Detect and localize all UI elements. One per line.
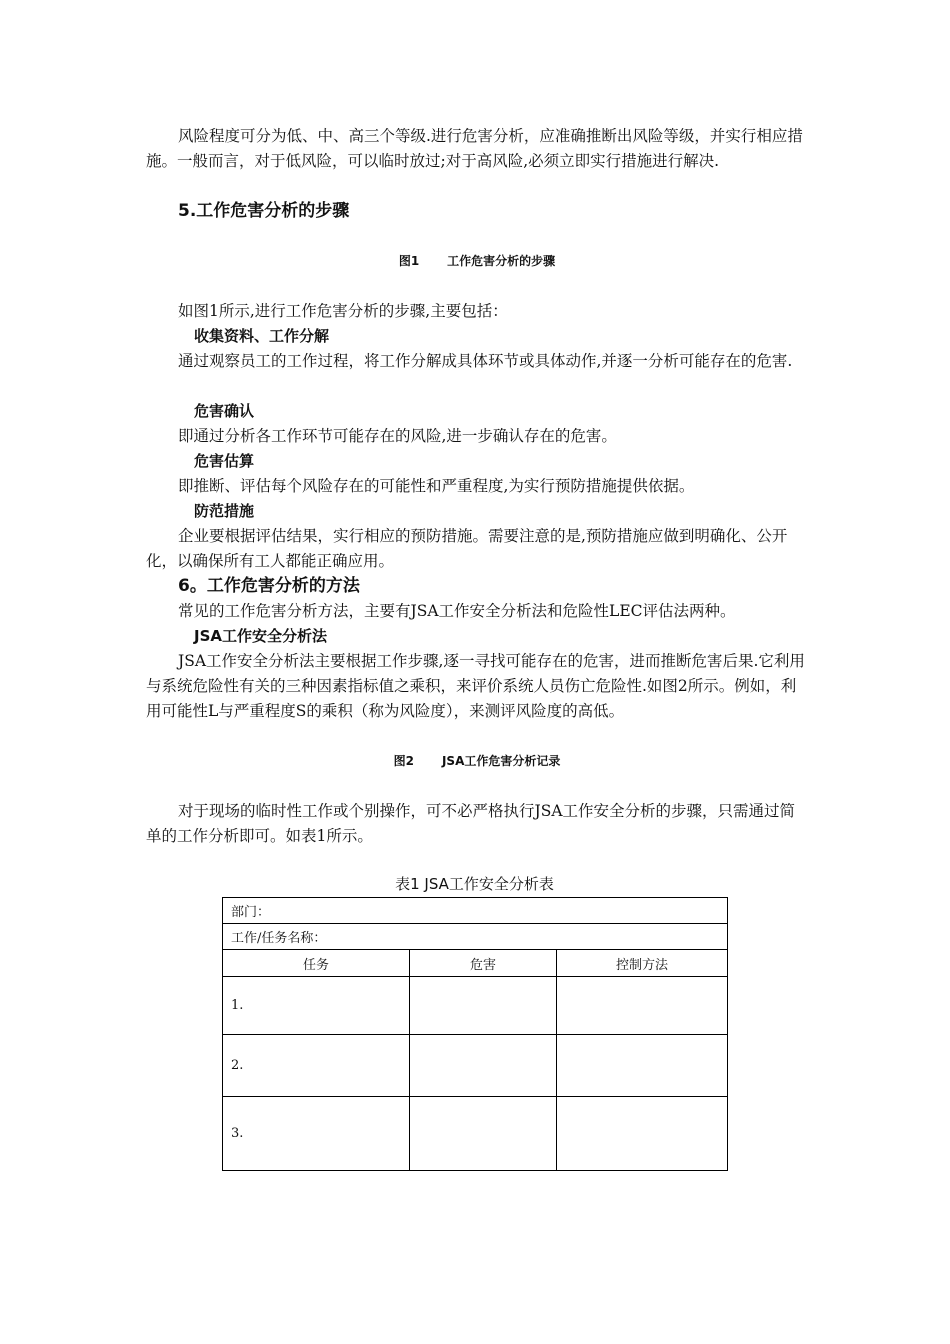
task-name-cell: 工作/任务名称：	[223, 924, 728, 950]
cell	[410, 1035, 557, 1097]
paragraph: 如图1所示,进行工作危害分析的步骤,主要包括：	[178, 302, 508, 320]
table-caption: 表1 JSA工作安全分析表	[395, 875, 554, 893]
cell	[557, 1035, 728, 1097]
row-number: 3.	[223, 1097, 410, 1171]
figure-label: 图1	[398, 254, 420, 268]
header-control: 控制方法	[557, 950, 728, 977]
paragraph: 通过观察员工的工作过程，将工作分解成具体环节或具体动作,并逐一分析可能存在的危害.	[178, 352, 793, 370]
figure-title: JSA工作危害分析记录	[441, 754, 561, 768]
table-row	[223, 1097, 728, 1171]
department-cell: 部门：	[223, 898, 728, 924]
heading-section-5: 5.工作危害分析的步骤	[178, 201, 350, 221]
subheading: JSA工作安全分析法	[194, 627, 327, 645]
table-row	[223, 977, 728, 1035]
figure-2-caption	[146, 751, 808, 771]
cell	[410, 1097, 557, 1171]
jsa-table	[222, 897, 728, 1171]
paragraph: 即推断、评估每个风险存在的可能性和严重程度,为实行预防措施提供依据。	[178, 477, 695, 495]
figure-1-caption	[146, 251, 808, 271]
figure-label: 图2	[393, 754, 414, 768]
paragraph: 常见的工作危害分析方法，主要有JSA工作安全分析法和危险性LEC评估法两种。	[178, 602, 736, 620]
cell	[410, 977, 557, 1035]
paragraph-risk-levels: 风险程度可分为低、中、高三个等级.进行危害分析，应准确推断出风险等级，并实行相应措施。一般而言，对于低风险，可以临时放过;对于高风险,必须立即实行措施进行解决.	[146, 127, 803, 170]
paragraph: JSA工作安全分析法主要根据工作步骤,逐一寻找可能存在的危害，进而推断危害后果.它利用与系统危险性有关的三种因素指标值之乘积，来评价系统人员伤亡危险性.如图2所示。例如，利用可能性L与严重程度S的乘积（称为风险度），来测评风险度的高低。	[146, 652, 805, 720]
figure-title: 工作危害分析的步骤	[447, 254, 556, 268]
paragraph: 企业要根据评估结果，实行相应的预防措施。需要注意的是,预防措施应做到明确化、公开化，以确保所有工人都能正确应用。	[146, 527, 788, 570]
subheading: 防范措施	[194, 502, 255, 520]
subheading: 危害确认	[194, 402, 255, 420]
header-task: 任务	[223, 950, 410, 977]
cell	[557, 977, 728, 1035]
header-hazard: 危害	[410, 950, 557, 977]
heading-section-6: 6。工作危害分析的方法	[178, 576, 360, 596]
subheading: 危害估算	[194, 452, 255, 470]
row-number: 2.	[223, 1035, 410, 1097]
cell	[557, 1097, 728, 1171]
table-row	[223, 1035, 728, 1097]
row-number: 1.	[223, 977, 410, 1035]
paragraph: 即通过分析各工作环节可能存在的风险,进一步确认存在的危害。	[178, 427, 617, 445]
paragraph: 对于现场的临时性工作或个别操作，可不必严格执行JSA工作安全分析的步骤，只需通过简单的工作分析即可。如表1所示。	[146, 802, 796, 845]
subheading: 收集资料、工作分解	[194, 327, 330, 345]
